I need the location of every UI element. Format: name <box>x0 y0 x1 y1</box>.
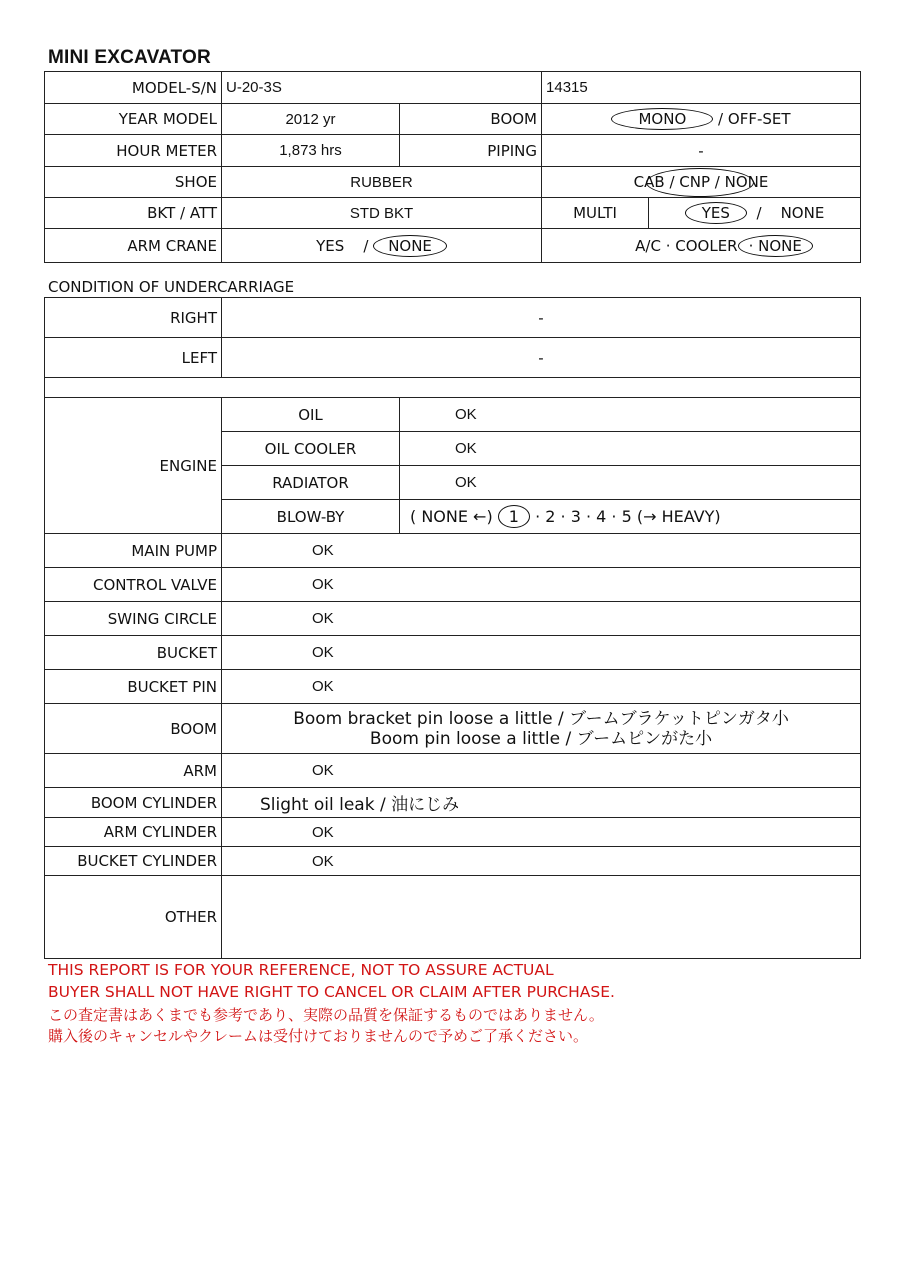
ac-label: A/C · COOLER <box>635 236 738 255</box>
disclaimer-line3: この査定書はあくまでも参考であり、実際の品質を保証するものではありません。 <box>48 1006 604 1024</box>
ac-options <box>542 229 861 263</box>
component-label: BUCKET PIN <box>45 670 222 704</box>
model-value: U-20-3S <box>222 72 542 104</box>
table-row <box>45 568 861 602</box>
model-label: MODEL-S/N <box>45 72 222 104</box>
left-value: - <box>222 338 861 378</box>
year-label: YEAR MODEL <box>45 104 222 135</box>
component-label: SWING CIRCLE <box>45 602 222 636</box>
year-value: 2012 yr <box>222 104 400 135</box>
multi-options <box>649 198 861 229</box>
armcrane-none-selected: NONE <box>373 235 447 257</box>
blowby-none: ( NONE ←) <box>410 507 493 526</box>
table-row <box>45 602 861 636</box>
boom-row-line1: Boom bracket pin loose a little / ブームブラケットピンガタ小 <box>293 708 789 729</box>
oil-value: OK <box>400 398 861 432</box>
component-value: OK <box>222 534 861 568</box>
blowby-scale <box>400 500 861 534</box>
armcrane-options <box>222 229 542 263</box>
bucket-cylinder-label: BUCKET CYLINDER <box>45 847 222 876</box>
spacer-row <box>45 378 861 398</box>
engine-label: ENGINE <box>45 398 222 534</box>
boom-row-value <box>222 704 861 754</box>
cab-options-text: CAB / CNP / NONE <box>633 173 769 191</box>
blowby-label: BLOW-BY <box>222 500 400 534</box>
bkt-value: STD BKT <box>222 198 542 229</box>
serial-value: 14315 <box>542 72 861 104</box>
boom-offset: OFF-SET <box>727 110 791 128</box>
armcrane-sep: / <box>363 236 369 255</box>
undercarriage-section-label: CONDITION OF UNDERCARRIAGE <box>48 278 295 296</box>
piping-value: - <box>542 135 861 167</box>
left-label: LEFT <box>45 338 222 378</box>
table-row <box>45 636 861 670</box>
boom-type-options <box>542 104 861 135</box>
multi-none: NONE <box>780 204 825 222</box>
multi-label: MULTI <box>542 198 649 229</box>
component-label: MAIN PUMP <box>45 534 222 568</box>
armcrane-yes: YES <box>316 236 345 255</box>
document-title: MINI EXCAVATOR <box>48 47 211 68</box>
blowby-1-selected: 1 <box>498 505 530 528</box>
oil-cooler-label: OIL COOLER <box>222 432 400 466</box>
shoe-label: SHOE <box>45 167 222 198</box>
arm-label: ARM <box>45 754 222 788</box>
table-row <box>45 534 861 568</box>
other-label: OTHER <box>45 876 222 959</box>
table-row <box>45 670 861 704</box>
disclaimer-line2: BUYER SHALL NOT HAVE RIGHT TO CANCEL OR CLAIM AFTER PURCHASE. <box>48 983 615 1001</box>
cab-options <box>542 167 861 198</box>
arm-cylinder-value: OK <box>222 818 861 847</box>
component-label: BUCKET <box>45 636 222 670</box>
boom-cylinder-value: Slight oil leak / 油にじみ <box>222 788 861 818</box>
component-value: OK <box>222 568 861 602</box>
boom-row-label: BOOM <box>45 704 222 754</box>
cnp-selected-oval <box>646 168 754 197</box>
header-table <box>44 71 861 263</box>
armcrane-label: ARM CRANE <box>45 229 222 263</box>
multi-yes-selected: YES <box>685 202 747 224</box>
boom-cylinder-label: BOOM CYLINDER <box>45 788 222 818</box>
hour-value: 1,873 hrs <box>222 135 400 167</box>
radiator-label: RADIATOR <box>222 466 400 500</box>
boom-type-label: BOOM <box>400 104 542 135</box>
ac-none-selected: · NONE <box>738 235 813 257</box>
multi-sep: / <box>756 204 762 222</box>
oil-label: OIL <box>222 398 400 432</box>
hour-label: HOUR METER <box>45 135 222 167</box>
boom-row-line2: Boom pin loose a little / ブームピンがた小 <box>369 728 713 749</box>
boom-mono-selected: MONO <box>611 108 713 130</box>
component-value: OK <box>222 670 861 704</box>
component-value: OK <box>222 636 861 670</box>
bucket-cylinder-value: OK <box>222 847 861 876</box>
component-label: CONTROL VALVE <box>45 568 222 602</box>
bkt-label: BKT / ATT <box>45 198 222 229</box>
oil-cooler-value: OK <box>400 432 861 466</box>
shoe-value: RUBBER <box>222 167 542 198</box>
blowby-rest: · 2 · 3 · 4 · 5 (→ HEAVY) <box>535 507 721 526</box>
condition-table <box>44 297 861 959</box>
piping-label: PIPING <box>400 135 542 167</box>
arm-cylinder-label: ARM CYLINDER <box>45 818 222 847</box>
radiator-value: OK <box>400 466 861 500</box>
right-value: - <box>222 298 861 338</box>
arm-value: OK <box>222 754 861 788</box>
disclaimer-line4: 購入後のキャンセルやクレームは受付けておりませんので予めご了承ください。 <box>48 1027 589 1045</box>
component-value: OK <box>222 602 861 636</box>
disclaimer-line1: THIS REPORT IS FOR YOUR REFERENCE, NOT TO ASSURE ACTUAL <box>48 961 554 979</box>
other-value <box>222 876 861 959</box>
boom-sep: / <box>718 110 724 128</box>
right-label: RIGHT <box>45 298 222 338</box>
